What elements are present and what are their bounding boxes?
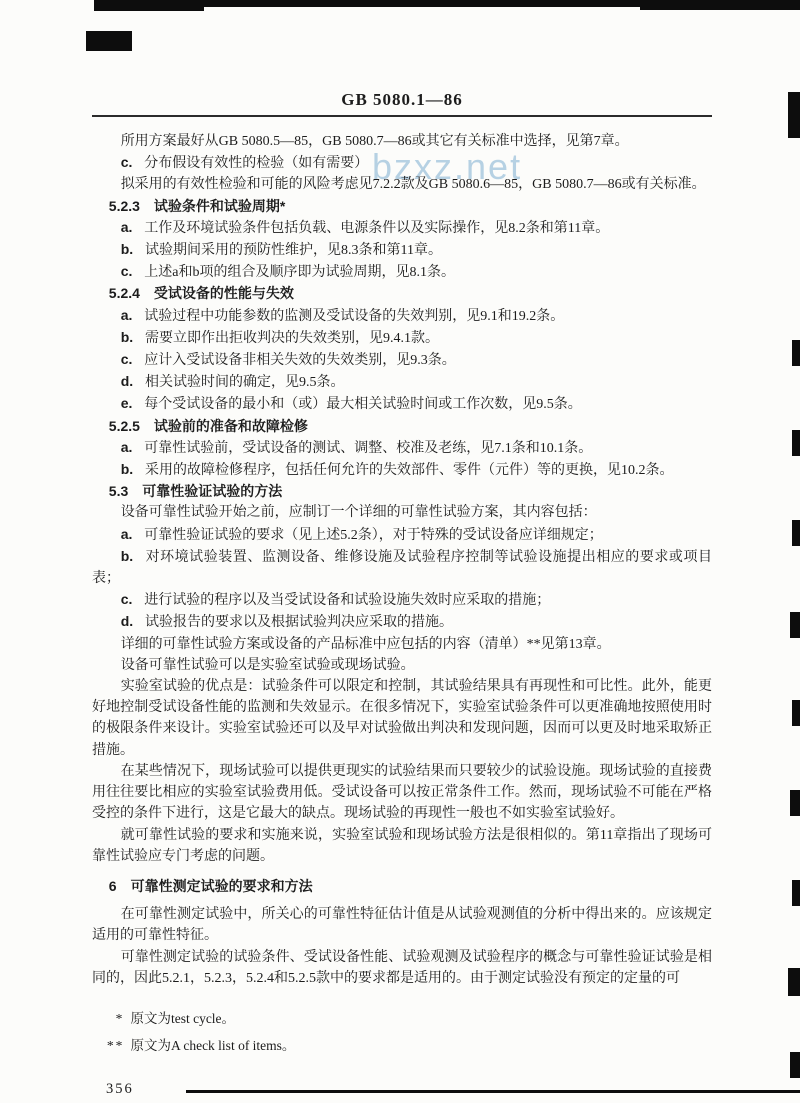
list-item-marker: a. (120, 438, 133, 455)
paragraph (92, 371, 712, 393)
paragraph: 可靠性测定试验的试验条件、受试设备性能、试验观测及试验程序的概念与可靠性验证试验是相同的，因此5.2.1，5.2.3，5.2.4和5.2.5款中的要求都是适用的。由于测定试验没有预定的定量的可 (92, 949, 712, 986)
list-item-marker: b. (120, 328, 134, 345)
list-item-text: 需要立即作出拒收判决的失效类别，见9.4.1款。 (145, 330, 440, 346)
standard-code: GB 5080.1—86 (341, 90, 463, 109)
list-item-marker: b. (120, 547, 134, 564)
scan-artifact (790, 1052, 800, 1078)
header-rule (92, 115, 712, 117)
scan-artifact (790, 790, 800, 816)
page-number: 356 (106, 1080, 134, 1097)
scan-artifact (792, 340, 800, 366)
scan-artifact (788, 92, 800, 138)
list-item-text: 对环境试验装置、监测设备、维修设施及试验程序控制等试验设施提出相应的要求或项目表； (92, 549, 712, 587)
paragraph (92, 261, 712, 283)
list-item-marker: c. (120, 263, 133, 280)
list-item-marker: c. (120, 154, 133, 171)
scan-artifact (94, 0, 204, 11)
paragraph: 就可靠性试验的要求和实施来说，实验室试验和现场试验方法是很相似的。第11章指出了现场可靠性试验应专门考虑的问题。 (92, 827, 712, 864)
list-item-marker: b. (120, 461, 134, 478)
list-item-marker: c. (120, 591, 133, 608)
scan-artifact (792, 520, 800, 546)
list-item-marker: d. (120, 613, 134, 630)
section-heading: 6 可靠性测定试验的要求和方法 (108, 877, 313, 894)
scan-artifact (788, 968, 800, 996)
list-item-text: 试验期间采用的预防性维护，见8.3条和第11章。 (145, 243, 443, 259)
paragraph (92, 437, 712, 459)
paragraph (92, 546, 712, 589)
paragraph (92, 305, 712, 327)
footnote-text: 原文为test cycle。 (130, 1010, 236, 1026)
scan-artifact (792, 880, 800, 906)
list-item-text: 可靠性验证试验的要求（见上述5.2条），对于特殊的受试设备应详细规定； (144, 527, 603, 543)
list-item-text: 采用的故障检修程序，包括任何允许的失效部件、零件（元件）等的更换，见10.2条。 (145, 463, 674, 479)
paragraph: 设备可靠性试验可以是实验室试验或现场试验。 (120, 657, 415, 673)
footnote-text: 原文为A check list of items。 (130, 1037, 296, 1053)
list-item-marker: a. (120, 306, 133, 323)
list-item-marker: e. (120, 395, 133, 412)
paragraph: 设备可靠性试验开始之前，应制订一个详细的可靠性试验方案，其内容包括： (120, 505, 597, 521)
list-item-marker: d. (120, 373, 134, 390)
scan-artifact (792, 430, 800, 456)
paragraph (92, 459, 712, 481)
footnote (92, 1005, 712, 1032)
document-body (92, 131, 712, 989)
footnote (92, 1032, 712, 1059)
paragraph (92, 349, 712, 371)
list-item-marker: b. (120, 241, 134, 258)
paragraph (92, 611, 712, 633)
list-item-marker: a. (120, 525, 133, 542)
scan-artifact (792, 700, 800, 726)
scan-artifact (640, 0, 800, 10)
list-item-text: 上述a和b项的组合及顺序即为试验周期，见8.1条。 (144, 265, 455, 281)
scan-artifact (790, 612, 800, 638)
list-item-text: 工作及环境试验条件包括负载、电源条件以及实际操作，见8.2条和第11章。 (144, 220, 610, 236)
list-item-text: 应计入受试设备非相关失效的失效类别，见9.3条。 (144, 353, 456, 369)
footnote-marker: * (115, 1010, 125, 1026)
list-item-text: 可靠性试验前，受试设备的测试、调整、校准及老练，见7.1条和10.1条。 (144, 440, 593, 456)
paragraph (92, 524, 712, 546)
paragraph: 在某些情况下，现场试验可以提供更现实的试验结果而只要较少的试验设施。现场试验的直接费用往往要比相应的实验室试验费用低。受试设备可以按正常条件工作。然而，现场试验不可能在严格受控的条件下进行，这是它最大的缺点。现场试验的再现性一般也不如实验室试验好。 (92, 763, 712, 822)
document-content (92, 90, 712, 1098)
section-heading: 5.3 可靠性验证试验的方法 (108, 483, 283, 500)
list-item-text: 试验过程中功能参数的监测及受试设备的失效判别，见9.1和19.2条。 (144, 308, 565, 324)
footnote-marker: ** (106, 1037, 125, 1053)
watermark: bzxz.net (372, 146, 523, 187)
paragraph (92, 393, 712, 415)
paragraph: 所用方案最好从GB 5080.5—85，GB 5080.7—86或其它有关标准中选择，见第7章。 (120, 134, 629, 149)
paragraph (92, 589, 712, 611)
list-item-text: 分布假设有效性的检验（如有需要） (144, 156, 369, 172)
section-heading: 5.2.3 试验条件和试验周期* (108, 197, 286, 214)
list-item-text: 相关试验时间的确定，见9.5条。 (145, 375, 345, 391)
list-item-text: 进行试验的程序以及当受试设备和试验设施失效时应采取的措施； (144, 593, 551, 609)
paragraph: 拟采用的有效性检验和可能的风险考虑见7.2.2款及GB 5080.6—85，GB 5080.7—86或有关标准。 (120, 177, 706, 193)
paragraph (92, 239, 712, 261)
paragraph: 在可靠性测定试验中，所关心的可靠性特征估计值是从试验观测值的分析中得出来的。应该规定适用的可靠性特征。 (92, 907, 712, 944)
paragraph: 详细的可靠性试验方案或设备的产品标准中应包括的内容（清单）**见第13章。 (120, 636, 611, 652)
paragraph: 实验室试验的优点是：试验条件可以限定和控制，其试验结果具有再现性和可比性。此外，能更好地控制受试设备性能的监测和失效显示。在很多情况下，实验室试验条件可以更准确地按照使用时的极限条件来设计。实验室试验还可以及早对试验做出判决和发现问题，因而可以更及时地采取矫正措施。 (92, 679, 712, 758)
paragraph (92, 152, 712, 174)
list-item-marker: a. (120, 218, 133, 235)
scan-artifact (86, 31, 132, 51)
paragraph (92, 217, 712, 239)
list-item-text: 试验报告的要求以及根据试验判决应采取的措施。 (145, 615, 454, 631)
list-item-marker: c. (120, 351, 133, 368)
list-item-text: 每个受试设备的最小和（或）最大相关试验时间或工作次数，见9.5条。 (144, 397, 582, 413)
section-heading: 5.2.4 受试设备的性能与失效 (108, 285, 294, 302)
footnotes (92, 1005, 712, 1059)
section-heading: 5.2.5 试验前的准备和故障检修 (108, 417, 308, 434)
paragraph (92, 327, 712, 349)
